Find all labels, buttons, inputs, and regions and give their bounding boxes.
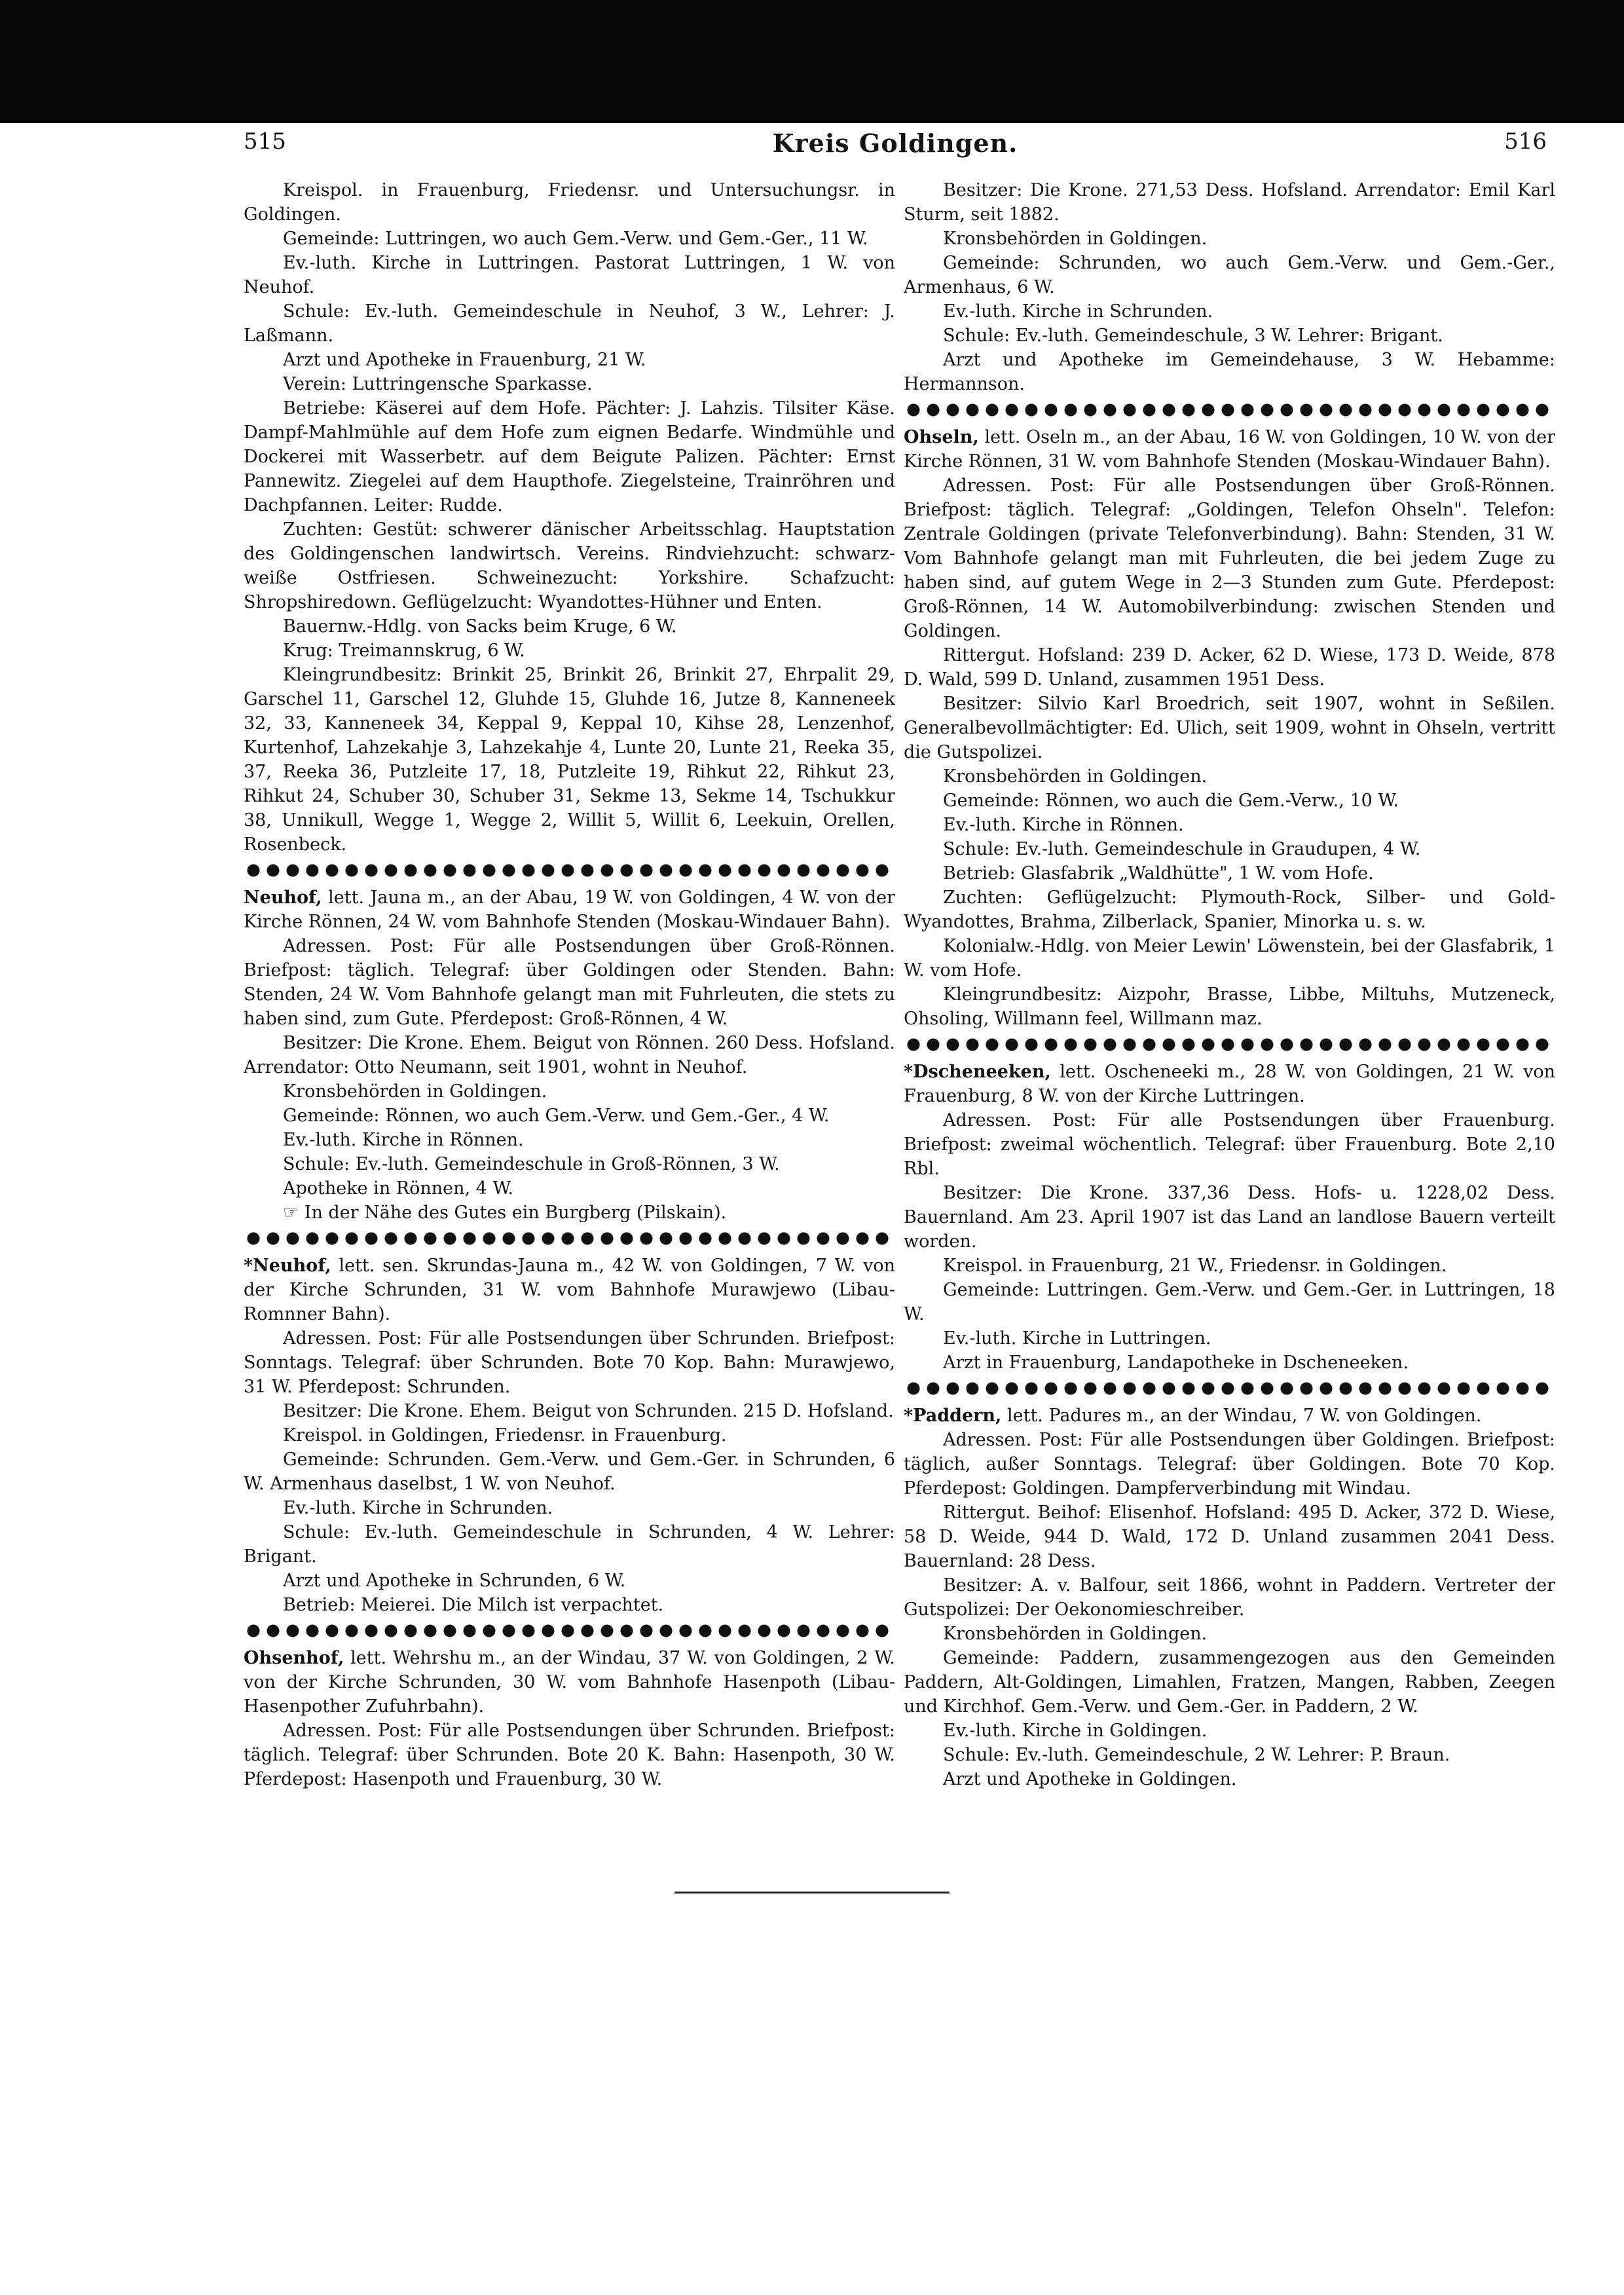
- entry-paragraph: [904, 789, 1555, 813]
- entry-text: Gemeinde: Schrunden, wo auch Gem.-Verw. und Gem.-Ger., Armenhaus, 6 W.: [904, 253, 1555, 297]
- page-header: [244, 128, 1547, 168]
- entry-text: Ev.-luth. Kirche in Luttringen.: [943, 1328, 1211, 1349]
- entry-text: Betriebe: Käserei auf dem Hofe. Pächter: J. Lahzis. Tilsiter Käse. Dampf-Mahlmühle auf dem Hofe zum eignen Bedarfe. Windmühle und Dockerei mit Wasserbetr. auf dem Beigute Palizen. Pächter: Ernst Pannewitz. Ziegelei auf dem Haupthofe. Ziegelsteine, Trainröhren und Dachpfannen. Leiter: Rudde.: [244, 398, 895, 515]
- entry-text: Kreispol. in Frauenburg, Friedensr. und Untersuchungsr. in Goldingen.: [244, 180, 895, 225]
- entry-text: Gemeinde: Paddern, zusammengezogen aus den Gemeinden Paddern, Alt-Goldingen, Limahlen, Fratzen, Mangen, Rabben, Zeegen und Kirchhof. Gem.-Verw. und Gem.-Ger. in Paddern, 2 W.: [904, 1648, 1555, 1717]
- entry-text: Kronsbehörden in Goldingen.: [943, 1624, 1208, 1644]
- estate-entry: [244, 1646, 895, 1719]
- entry-paragraph: [904, 178, 1555, 227]
- entry-paragraph: [244, 639, 895, 663]
- entry-paragraph: [244, 517, 895, 614]
- scan-black-border: [0, 0, 1624, 123]
- entry-paragraph: [244, 1201, 895, 1225]
- entry-paragraph: [904, 1767, 1555, 1791]
- right-column: [904, 178, 1555, 1791]
- entry-text: Kronsbehörden in Goldingen.: [943, 229, 1208, 249]
- entry-paragraph: [904, 1254, 1555, 1278]
- entry-text: Kleingrundbesitz: Aizpohr, Brasse, Libbe, Miltuhs, Mutzeneck, Ohsoling, Willmann feel, Willmann maz.: [904, 984, 1555, 1029]
- entry-text: Adressen. Post: Für alle Postsendungen über Schrunden. Briefpost: täglich. Telegraf: über Schrunden. Bote 20 K. Bahn: Hasenpoth, 30 W. Pferdepost: Hasenpoth und Frauenburg, 30 W.: [244, 1721, 895, 1789]
- entry-text: Adressen. Post: Für alle Postsendungen über Schrunden. Briefpost: Sonntags. Telegraf: über Schrunden. Bote 70 Kop. Bahn: Murawjewo, 31 W. Pferdepost: Schrunden.: [244, 1328, 895, 1397]
- estate-entry: [904, 1060, 1555, 1108]
- page-number-right: 516: [1504, 128, 1547, 155]
- entry-text: Kleingrundbesitz: Brinkit 25, Brinkit 26, Brinkit 27, Ehrpalit 29, Garschel 11, Garschel 12, Gluhde 15, Gluhde 16, Jutze 8, Kanneneek 32, 33, Kanneneek 34, Keppal 9, Keppal 10, Kihse 28, Lenzenhof, Kurtenhof, Lahzekahje 3, Lahzekahje 4, Lunte 20, Lunte 21, Reeka 35, 37, Reeka 36, Putzleite 17, 18, Putzleite 19, Rihkut 22, Rihkut 23, Rihkut 24, Schuber 30, Schuber 31, Sekme 13, Sekme 14, Tschukkur 38, Unnikull, Wegge 1, Wegge 2, Willit 5, Willit 6, Leekuin, Orellen, Rosenbeck.: [244, 665, 895, 855]
- entry-paragraph: [244, 1079, 895, 1104]
- entry-text: Adressen. Post: Für alle Postsendungen über Goldingen. Briefpost: täglich, außer Sonntags. Telegraf: über Goldingen. Bote 70 Kop. Pferdepost: Goldingen. Dampferverbindung mit Windau.: [904, 1430, 1555, 1499]
- estate-name: *Paddern,: [904, 1406, 1002, 1426]
- entry-paragraph: [904, 1501, 1555, 1573]
- entry-paragraph: [904, 886, 1555, 934]
- entry-text: Kolonialw.-Hdlg. von Meier Lewin' Löwenstein, bei der Glasfabrik, 1 W. vom Hofe.: [904, 936, 1555, 980]
- entry-text: Gemeinde: Luttringen. Gem.-Verw. und Gem.-Ger. in Luttringen, 18 W.: [904, 1280, 1555, 1324]
- entry-paragraph: [244, 934, 895, 1031]
- running-title: Kreis Goldingen.: [772, 128, 1018, 158]
- entry-paragraph: [244, 1176, 895, 1201]
- entry-paragraph: [904, 1743, 1555, 1767]
- entry-paragraph: [904, 1646, 1555, 1719]
- entry-text: Gemeinde: Rönnen, wo auch Gem.-Verw. und Gem.-Ger., 4 W.: [283, 1106, 830, 1126]
- entry-paragraph: [244, 1128, 895, 1152]
- entry-paragraph: [244, 1399, 895, 1423]
- estate-name: Ohseln,: [904, 427, 979, 447]
- entry-text: Arzt in Frauenburg, Landapotheke in Dscheneeken.: [943, 1353, 1409, 1373]
- entry-text: Arzt und Apotheke in Schrunden, 6 W.: [283, 1571, 626, 1591]
- entry-text: Kronsbehörden in Goldingen.: [943, 766, 1208, 787]
- entry-text: Ev.-luth. Kirche in Rönnen.: [283, 1130, 524, 1150]
- entry-text: Ev.-luth. Kirche in Rönnen.: [943, 815, 1184, 835]
- entry-text: Schule: Ev.-luth. Gemeindeschule in Groß-Rönnen, 3 W.: [283, 1154, 780, 1174]
- entry-paragraph: [904, 1181, 1555, 1254]
- entry-paragraph: [244, 1423, 895, 1447]
- entry-paragraph: [904, 1108, 1555, 1181]
- end-rule: [674, 1892, 950, 1894]
- entry-text: Schule: Ev.-luth. Gemeindeschule, 2 W. Lehrer: P. Braun.: [943, 1745, 1450, 1765]
- entry-text: lett. Oscheneeki m., 28 W. von Goldingen, 21 W. von Frauenburg, 8 W. von der Kirche Luttringen.: [904, 1062, 1555, 1106]
- page-number-left: 515: [244, 128, 286, 155]
- entry-paragraph: [904, 1622, 1555, 1646]
- entry-paragraph: [904, 837, 1555, 861]
- entry-text: Betrieb: Meierei. Die Milch ist verpachtet.: [283, 1595, 664, 1615]
- entry-paragraph: [904, 474, 1555, 643]
- entry-paragraph: [244, 663, 895, 857]
- entry-paragraph: [904, 692, 1555, 764]
- entry-text: lett. Jauna m., an der Abau, 19 W. von Goldingen, 4 W. von der Kirche Rönnen, 24 W. vom Bahnhofe Stenden (Moskau-Windauer Bahn).: [244, 887, 895, 932]
- ornament-divider: [904, 1379, 1555, 1398]
- entry-text: Besitzer: Silvio Karl Broedrich, seit 1907, wohnt in Seßilen. Generalbevollmächtigter: Ed. Ulich, seit 1909, wohnt in Ohseln, vertritt die Gutspolizei.: [904, 694, 1555, 762]
- entry-text: Besitzer: Die Krone. 271,53 Dess. Hofsland. Arrendator: Emil Karl Sturm, seit 1882.: [904, 180, 1555, 225]
- entry-paragraph: [244, 1031, 895, 1079]
- entry-text: lett. Oseln m., an der Abau, 16 W. von Goldingen, 10 W. von der Kirche Rönnen, 31 W. vom Bahnhofe Stenden (Moskau-Windauer Bahn).: [904, 427, 1555, 472]
- entry-text: Adressen. Post: Für alle Postsendungen über Groß-Rönnen. Briefpost: täglich. Telegraf: „Goldingen, Telefon Ohseln". Telefon: Zentrale Goldingen (private Telefonverbindung). Bahn: Stenden, 31 W. Vom Bahnhofe gelangt man mit Fuhrleuten, die bei jedem Zuge zu haben sind, auf gutem Wege in 2—3 Stunden zum Gute. Pferdepost: Groß-Rönnen, 14 W. Automobilverbindung: zwischen Stenden und Goldingen.: [904, 476, 1555, 641]
- entry-text: ☞ In der Nähe des Gutes ein Burgberg (Pilskain).: [283, 1203, 727, 1223]
- entry-paragraph: [244, 396, 895, 517]
- entry-paragraph: [244, 227, 895, 251]
- entry-text: Krug: Treimannskrug, 6 W.: [283, 641, 525, 661]
- entry-text: Bauernw.-Hdlg. von Sacks beim Kruge, 6 W.: [283, 616, 677, 637]
- estate-entry: [244, 886, 895, 934]
- entry-text: Adressen. Post: Für alle Postsendungen über Groß-Rönnen. Briefpost: täglich. Telegraf: über Goldingen oder Stenden. Bahn: Stenden, 24 W. Vom Bahnhofe gelangt man mit Fuhrleuten, die stets zu haben sind, zum Gute. Pferdepost: Groß-Rönnen, 4 W.: [244, 936, 895, 1029]
- entry-text: Kronsbehörden in Goldingen.: [283, 1081, 547, 1102]
- estate-name: *Neuhof,: [244, 1256, 331, 1276]
- entry-text: Schule: Ev.-luth. Gemeindeschule in Neuhof, 3 W., Lehrer: J. Laßmann.: [244, 301, 895, 346]
- entry-text: Rittergut. Hofsland: 239 D. Acker, 62 D. Wiese, 173 D. Weide, 878 D. Wald, 599 D. Unland, zusammen 1951 Dess.: [904, 645, 1555, 690]
- entry-text: Ev.-luth. Kirche in Schrunden.: [283, 1498, 553, 1518]
- ornament-divider: [904, 400, 1555, 420]
- entry-paragraph: [904, 299, 1555, 324]
- entry-paragraph: [244, 178, 895, 227]
- entry-paragraph: [904, 1573, 1555, 1622]
- entry-text: Besitzer: Die Krone. Ehem. Beigut von Rönnen. 260 Dess. Hofsland. Arrendator: Otto Neumann, seit 1901, wohnt in Neuhof.: [244, 1033, 895, 1077]
- entry-text: Kreispol. in Frauenburg, 21 W., Friedensr. in Goldingen.: [943, 1256, 1447, 1276]
- ornament-divider: [244, 1229, 895, 1248]
- entry-text: Schule: Ev.-luth. Gemeindeschule, 3 W. Lehrer: Brigant.: [943, 326, 1443, 346]
- entry-paragraph: [244, 372, 895, 396]
- entry-paragraph: [904, 934, 1555, 982]
- entry-paragraph: [904, 764, 1555, 789]
- entry-paragraph: [904, 1278, 1555, 1326]
- entry-paragraph: [244, 1326, 895, 1399]
- entry-text: Gemeinde: Luttringen, wo auch Gem.-Verw. und Gem.-Ger., 11 W.: [283, 229, 868, 249]
- estate-entry: [904, 1404, 1555, 1428]
- entry-text: Ev.-luth. Kirche in Luttringen. Pastorat Luttringen, 1 W. von Neuhof.: [244, 253, 895, 297]
- estate-name: *Dscheneeken,: [904, 1062, 1051, 1082]
- entry-text: lett. Padures m., an der Windau, 7 W. von Goldingen.: [1006, 1406, 1482, 1426]
- entry-paragraph: [904, 982, 1555, 1031]
- entry-paragraph: [244, 1593, 895, 1617]
- entry-text: Zuchten: Geflügelzucht: Plymouth-Rock, Silber- und Gold-Wyandottes, Brahma, Zilberlack, Spanier, Minorka u. s. w.: [904, 887, 1555, 932]
- entry-text: Arzt und Apotheke in Goldingen.: [943, 1769, 1237, 1789]
- entry-paragraph: [904, 1719, 1555, 1743]
- entry-paragraph: [904, 643, 1555, 692]
- estate-entry: [904, 425, 1555, 474]
- entry-paragraph: [244, 1719, 895, 1791]
- estate-name: Neuhof,: [244, 887, 322, 908]
- entry-text: Besitzer: Die Krone. Ehem. Beigut von Schrunden. 215 D. Hofsland.: [283, 1401, 894, 1421]
- entry-paragraph: [244, 614, 895, 639]
- left-column: [244, 178, 895, 1791]
- ornament-divider: [244, 1621, 895, 1641]
- entry-text: Besitzer: A. v. Balfour, seit 1866, wohnt in Paddern. Vertreter der Gutspolizei: Der Oekonomieschreiber.: [904, 1575, 1555, 1620]
- entry-text: Apotheke in Rönnen, 4 W.: [283, 1178, 514, 1199]
- entry-text: Verein: Luttringensche Sparkasse.: [283, 374, 593, 394]
- entry-paragraph: [904, 251, 1555, 299]
- entry-text: Gemeinde: Schrunden. Gem.-Verw. und Gem.-Ger. in Schrunden, 6 W. Armenhaus daselbst, 1 W. von Neuhof.: [244, 1449, 895, 1494]
- entry-paragraph: [244, 348, 895, 372]
- entry-text: Arzt und Apotheke in Frauenburg, 21 W.: [283, 350, 646, 370]
- entry-paragraph: [904, 324, 1555, 348]
- entry-paragraph: [244, 1104, 895, 1128]
- entry-text: lett. sen. Skrundas-Jauna m., 42 W. von Goldingen, 7 W. von der Kirche Schrunden, 31 W. vom Bahnhofe Murawjewo (Libau-Romnner Bahn).: [244, 1256, 895, 1324]
- entry-paragraph: [904, 813, 1555, 837]
- entry-text: Ev.-luth. Kirche in Goldingen.: [943, 1721, 1208, 1741]
- entry-paragraph: [244, 1496, 895, 1520]
- entry-paragraph: [904, 861, 1555, 886]
- entry-paragraph: [904, 227, 1555, 251]
- entry-text: lett. Wehrshu m., an der Windau, 37 W. von Goldingen, 2 W. von der Kirche Schrunden, 30 W. vom Bahnhofe Hasenpoth (Libau-Hasenpother Zufuhrbahn).: [244, 1648, 895, 1717]
- entry-paragraph: [904, 1351, 1555, 1375]
- estate-name: Ohsenhof,: [244, 1648, 344, 1668]
- entry-paragraph: [244, 251, 895, 299]
- entry-text: Betrieb: Glasfabrik „Waldhütte", 1 W. vom Hofe.: [943, 863, 1374, 884]
- entry-paragraph: [904, 1428, 1555, 1501]
- estate-entry: [244, 1254, 895, 1326]
- entry-text: Kreispol. in Goldingen, Friedensr. in Frauenburg.: [283, 1425, 727, 1446]
- entry-paragraph: [904, 1326, 1555, 1351]
- entry-paragraph: [244, 1152, 895, 1176]
- entry-text: Gemeinde: Rönnen, wo auch die Gem.-Verw., 10 W.: [943, 791, 1399, 811]
- entry-paragraph: [244, 1520, 895, 1569]
- entry-text: Zuchten: Gestüt: schwerer dänischer Arbeitsschlag. Hauptstation des Goldingenschen landwirtsch. Vereins. Rindviehzucht: schwarz-weiße Ostfriesen. Schweinezucht: Yorkshire. Schafzucht: Shropshiredown. Geflügelzucht: Wyandottes-Hühner und Enten.: [244, 519, 895, 612]
- entry-paragraph: [244, 299, 895, 348]
- entry-paragraph: [904, 348, 1555, 396]
- entry-text: Besitzer: Die Krone. 337,36 Dess. Hofs- u. 1228,02 Dess. Bauernland. Am 23. April 1907 ist das Land an landlose Bauern verteilt worden.: [904, 1183, 1555, 1252]
- ornament-divider: [244, 861, 895, 880]
- entry-text: Ev.-luth. Kirche in Schrunden.: [943, 301, 1213, 322]
- entry-text: Arzt und Apotheke im Gemeindehause, 3 W. Hebamme: Hermannson.: [904, 350, 1555, 394]
- entry-text: Schule: Ev.-luth. Gemeindeschule in Schrunden, 4 W. Lehrer: Brigant.: [244, 1522, 895, 1567]
- entry-text: Adressen. Post: Für alle Postsendungen über Frauenburg. Briefpost: zweimal wöchentlich. Telegraf: über Frauenburg. Bote 2,10 Rbl.: [904, 1110, 1555, 1179]
- entry-text: Rittergut. Beihof: Elisenhof. Hofsland: 495 D. Acker, 372 D. Wiese, 58 D. Weide, 944 D. Wald, 172 D. Unland zusammen 2041 Dess. Bauernland: 28 Dess.: [904, 1502, 1555, 1571]
- ornament-divider: [904, 1035, 1555, 1054]
- entry-paragraph: [244, 1447, 895, 1496]
- entry-text: Schule: Ev.-luth. Gemeindeschule in Graudupen, 4 W.: [943, 839, 1421, 859]
- entry-paragraph: [244, 1569, 895, 1593]
